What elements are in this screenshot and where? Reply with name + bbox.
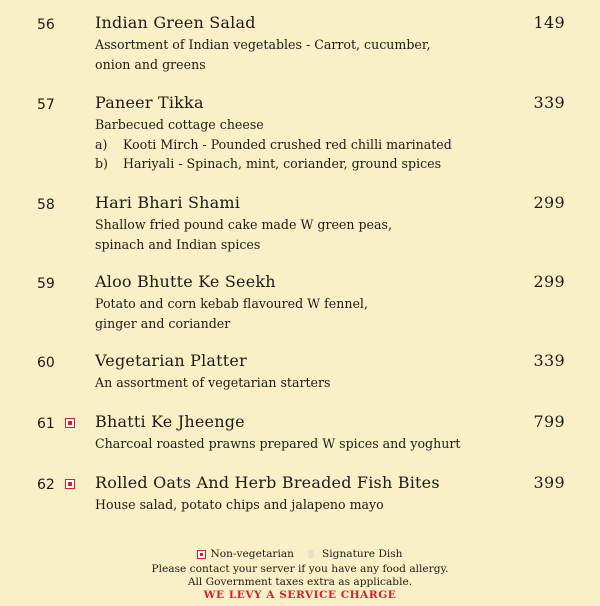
option-label: b)	[95, 156, 108, 171]
item-description-line: House salad, potato chips and jalapeno mayo	[95, 497, 384, 512]
item-description	[95, 115, 452, 174]
option-text: Kooti Mirch - Pounded crushed red chilli marinated	[123, 136, 452, 152]
item-number: 58	[37, 197, 55, 213]
signature-dish-icon	[308, 550, 314, 559]
item-price: 799	[533, 412, 565, 431]
item-price: 299	[533, 193, 565, 212]
item-description	[95, 294, 368, 333]
item-description-line: Potato and corn kebab flavoured W fennel,	[95, 296, 368, 311]
item-description-line: spinach and Indian spices	[95, 236, 261, 252]
service-charge-notice: WE LEVY A SERVICE CHARGE	[203, 589, 397, 601]
non-veg-icon	[65, 418, 75, 428]
item-description-line: onion and greens	[95, 56, 206, 72]
item-description	[95, 434, 460, 454]
item-option	[95, 154, 452, 174]
item-price: 339	[533, 351, 565, 370]
item-price: 299	[533, 272, 565, 291]
item-number: 59	[37, 276, 55, 292]
legend-signature-label: Signature Dish	[322, 548, 403, 560]
item-description-line: Assortment of Indian vegetables - Carrot, cucumber,	[95, 37, 431, 52]
item-number: 62	[37, 477, 55, 493]
legend	[197, 548, 402, 561]
item-name: Rolled Oats And Herb Breaded Fish Bites	[95, 473, 440, 492]
item-price: 339	[533, 93, 565, 112]
item-description-line: Barbecued cottage cheese	[95, 117, 264, 132]
item-name: Bhatti Ke Jheenge	[95, 412, 245, 431]
item-name: Vegetarian Platter	[95, 351, 247, 370]
item-name: Indian Green Salad	[95, 13, 256, 32]
item-description	[95, 373, 331, 393]
legend-nonveg-label: Non-vegetarian	[210, 548, 295, 560]
allergy-notice: Please contact your server if you have any food allergy.	[151, 563, 449, 575]
item-price: 149	[533, 13, 565, 32]
non-veg-icon	[65, 479, 75, 489]
item-description-line: Shallow fried pound cake made W green peas,	[95, 217, 392, 232]
item-price: 399	[533, 473, 565, 492]
item-option	[95, 135, 452, 155]
item-name: Aloo Bhutte Ke Seekh	[95, 272, 276, 291]
item-description	[95, 495, 384, 515]
item-description-line: ginger and coriander	[95, 315, 231, 331]
item-number: 61	[37, 416, 55, 432]
item-description	[95, 215, 392, 254]
item-name: Paneer Tikka	[95, 93, 204, 112]
item-description-line: Charcoal roasted prawns prepared W spices and yoghurt	[95, 436, 461, 451]
item-name: Hari Bhari Shami	[95, 193, 241, 212]
item-description	[95, 35, 430, 74]
item-number: 60	[37, 355, 55, 371]
option-label: a)	[95, 136, 108, 152]
non-veg-icon	[197, 550, 206, 559]
menu-footer	[0, 548, 600, 602]
option-text: Hariyali - Spinach, mint, coriander, ground spices	[123, 156, 442, 171]
tax-notice: All Government taxes extra as applicable.	[187, 576, 413, 588]
item-number: 57	[37, 97, 55, 113]
item-number: 56	[37, 17, 55, 33]
item-description-line: An assortment of vegetarian starters	[95, 375, 331, 390]
